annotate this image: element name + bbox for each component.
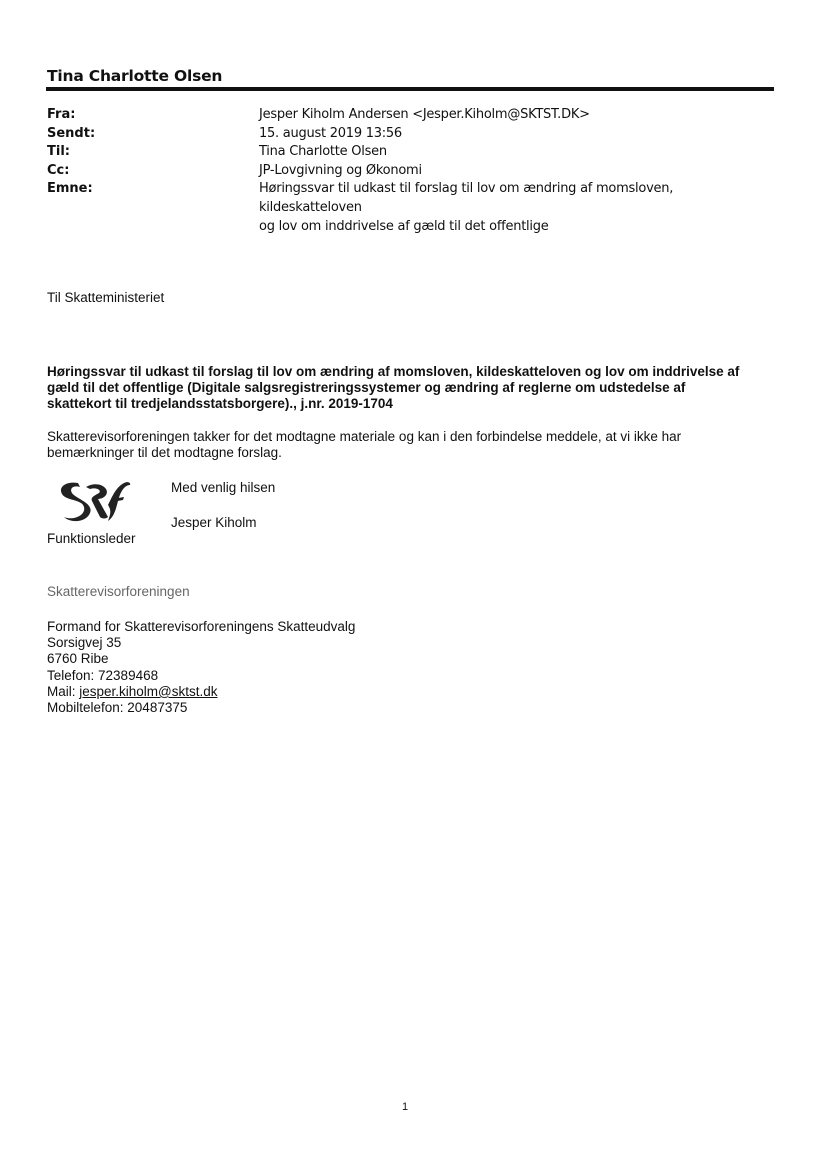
meta-row-from bbox=[47, 106, 777, 125]
closing: Med venlig hilsen bbox=[171, 480, 276, 495]
hearing-subject bbox=[47, 364, 772, 412]
contact-block bbox=[47, 619, 355, 716]
signer-title: Funktionsleder bbox=[47, 531, 136, 546]
meta-row-sent bbox=[47, 125, 777, 144]
meta-label-from: Fra: bbox=[47, 107, 76, 122]
mail-label: Mail: bbox=[47, 683, 80, 699]
srf-logo bbox=[56, 477, 132, 529]
meta-value-cc: JP-Lovgivning og Økonomi bbox=[259, 162, 422, 178]
meta-label-subject: Emne: bbox=[47, 181, 93, 197]
subject-line-1: Høringssvar til udkast til forslag til lov om ændring af momsloven, kildeskatteloven bbox=[259, 181, 674, 215]
greeting: Til Skatteministeriet bbox=[47, 290, 165, 305]
hearing-subject-line: Høringssvar til udkast til forslag til lov om ændring af momsloven, kildeskatteloven og lov om inddrivelse af bbox=[47, 364, 740, 379]
subject-line-2: og lov om inddrivelse af gæld til det offentlige bbox=[259, 218, 549, 234]
mail-link[interactable]: jesper.kiholm@sktst.dk bbox=[79, 683, 218, 699]
signer-name: Jesper Kiholm bbox=[171, 515, 257, 530]
contact-mail-line bbox=[47, 684, 355, 700]
contact-line: Telefon: 72389468 bbox=[47, 667, 159, 683]
organization-name: Skatterevisorforeningen bbox=[47, 584, 190, 599]
sender-header-name: Tina Charlotte Olsen bbox=[47, 67, 223, 85]
header-divider bbox=[46, 87, 774, 91]
meta-label-to: Til: bbox=[47, 144, 70, 160]
meta-label-sent: Sendt: bbox=[47, 125, 96, 141]
meta-row-subject bbox=[47, 180, 777, 236]
meta-value-subject bbox=[259, 180, 777, 236]
body-paragraph bbox=[47, 429, 772, 461]
hearing-subject-line: gæld til det offentlige (Digitale salgsregistreringssystemer og ændring af reglerne om udstedelse af bbox=[47, 380, 686, 395]
meta-value-from: Jesper Kiholm Andersen <Jesper.Kiholm@SKTST.DK> bbox=[259, 107, 590, 122]
meta-value-to: Tina Charlotte Olsen bbox=[259, 144, 387, 160]
contact-line: 6760 Ribe bbox=[47, 651, 109, 667]
contact-line: Mobiltelefon: 20487375 bbox=[47, 700, 188, 716]
body-line: bemærkninger til det modtagne forslag. bbox=[47, 445, 282, 460]
meta-label-cc: Cc: bbox=[47, 162, 70, 178]
contact-line: Formand for Skatterevisorforeningens Skatteudvalg bbox=[47, 619, 356, 634]
meta-value-sent: 15. august 2019 13:56 bbox=[259, 125, 402, 141]
meta-row-to bbox=[47, 143, 777, 162]
email-meta bbox=[47, 106, 777, 236]
body-line: Skatterevisorforeningen takker for det modtagne materiale og kan i den forbindelse meddele, at vi ikke har bbox=[47, 429, 682, 444]
hearing-subject-line: skattekort til tredjelandsstatsborgere)., j.nr. 2019-1704 bbox=[47, 396, 393, 411]
page-number: 1 bbox=[402, 1101, 409, 1113]
contact-line: Sorsigvej 35 bbox=[47, 635, 122, 651]
meta-row-cc bbox=[47, 162, 777, 181]
